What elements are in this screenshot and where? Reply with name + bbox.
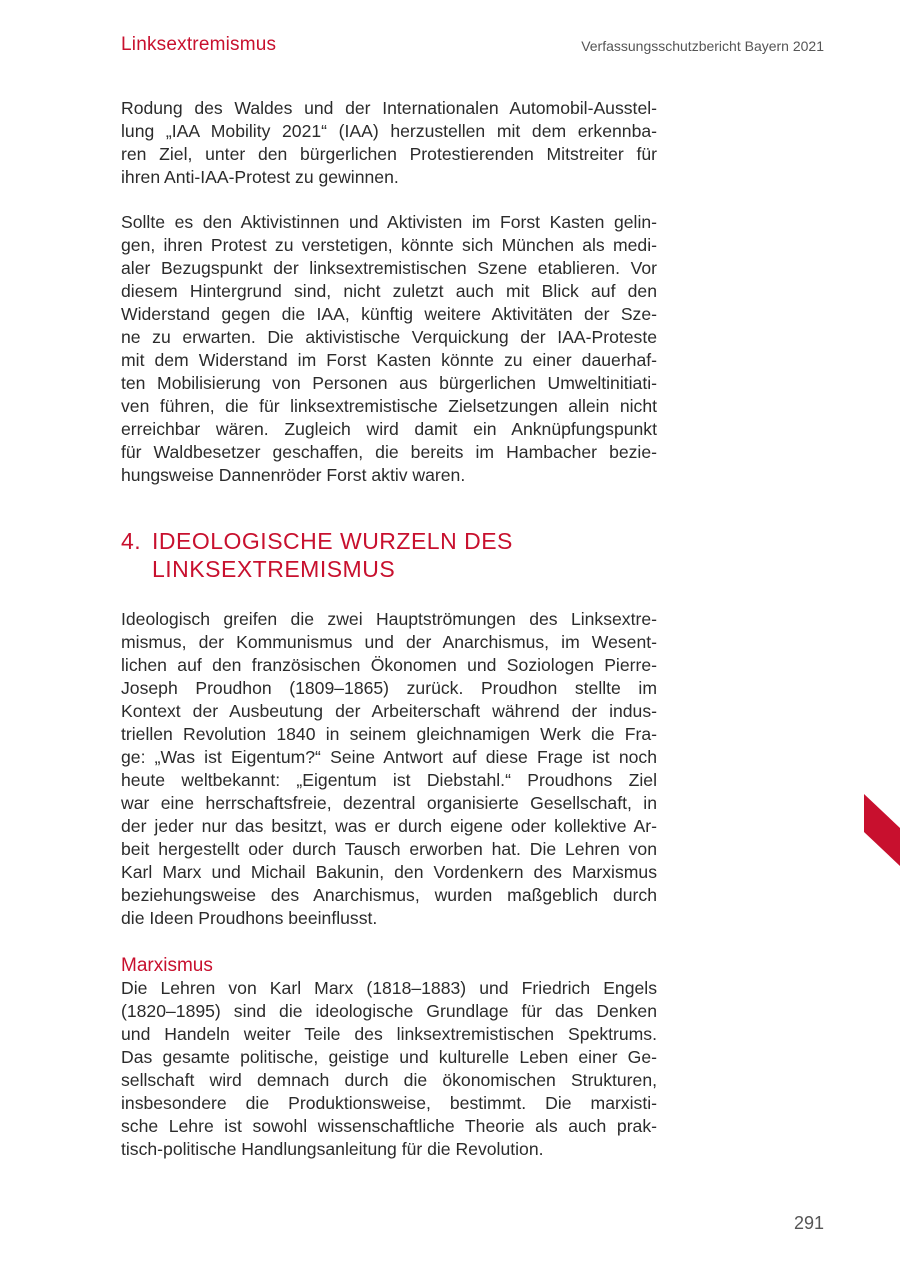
text-line: mismus, der Kommunismus und der Anarchismus, im Wesent- (121, 632, 657, 652)
paragraph-2 (121, 211, 657, 487)
text-line: ven führen, die für linksextremistische Zielsetzungen allein nicht (121, 396, 657, 416)
text-line: und Handeln weiter Teile des linksextremistischen Spektrums. (121, 1024, 657, 1044)
running-header-chapter: Linksextremismus (121, 34, 277, 55)
text-line: Joseph Proudhon (1809–1865) zurück. Proudhon stellte im (121, 678, 657, 698)
chapter-tab-marker (864, 794, 900, 866)
text-line: Kontext der Ausbeutung der Arbeiterschaft während der indus- (121, 701, 657, 721)
text-line: Rodung des Waldes und der Internationalen Automobil-Ausstel- (121, 98, 657, 118)
section-title-line-1: IDEOLOGISCHE WURZELN DES (152, 528, 513, 554)
paragraph-4 (121, 977, 657, 1161)
text-line: der jeder nur das besitzt, was er durch eigene oder kollektive Ar- (121, 816, 657, 836)
text-line: ge: „Was ist Eigentum?“ Seine Antwort auf diese Frage ist noch (121, 747, 657, 767)
text-line: mit dem Widerstand im Forst Kasten könnte zu einer dauerhaf- (121, 350, 657, 370)
text-line: lichen auf den französischen Ökonomen und Soziologen Pierre- (121, 655, 657, 675)
text-line: ne zu erwarten. Die aktivistische Verquickung der IAA-Proteste (121, 327, 657, 347)
section-title (152, 527, 513, 583)
text-line: Ideologisch greifen die zwei Hauptströmungen des Linksextre- (121, 609, 657, 629)
main-content (121, 97, 657, 1161)
text-line: sche Lehre ist sowohl wissenschaftliche Theorie als auch prak- (121, 1116, 657, 1136)
section-heading (121, 527, 657, 583)
text-line: (1820–1895) sind die ideologische Grundlage für das Denken (121, 1001, 657, 1021)
text-line: insbesondere die Produktionsweise, bestimmt. Die marxisti- (121, 1093, 657, 1113)
text-line: Widerstand gegen die IAA, künftig weitere Aktivitäten der Sze- (121, 304, 657, 324)
section-title-line-2: LINKSEXTREMISMUS (152, 556, 396, 582)
text-line: Karl Marx und Michail Bakunin, den Vordenkern des Marxismus (121, 862, 657, 882)
text-line: Das gesamte politische, geistige und kulturelle Leben einer Ge- (121, 1047, 657, 1067)
text-line: die Ideen Proudhons beeinflusst. (121, 908, 378, 928)
text-line: Sollte es den Aktivistinnen und Aktivisten im Forst Kasten gelin- (121, 212, 657, 232)
text-line: beziehungsweise des Anarchismus, wurden maßgeblich durch (121, 885, 657, 905)
text-line: diesem Hintergrund sind, nicht zuletzt auch mit Blick auf den (121, 281, 657, 301)
text-line: triellen Revolution 1840 in seinem gleichnamigen Werk die Fra- (121, 724, 657, 744)
text-line: für Waldbesetzer geschaffen, die bereits im Hambacher bezie- (121, 442, 657, 462)
paragraph-3 (121, 608, 657, 930)
text-line: lung „IAA Mobility 2021“ (IAA) herzustellen mit dem erkennba- (121, 121, 657, 141)
text-line: beit hergestellt oder durch Tausch erworben hat. Die Lehren von (121, 839, 657, 859)
text-line: hungsweise Dannenröder Forst aktiv waren. (121, 465, 466, 485)
text-line: sellschaft wird demnach durch die ökonomischen Strukturen, (121, 1070, 657, 1090)
text-line: ten Mobilisierung von Personen aus bürgerlichen Umweltinitiati- (121, 373, 657, 393)
paragraph-1 (121, 97, 657, 189)
text-line: gen, ihren Protest zu verstetigen, könnte sich München als medi- (121, 235, 657, 255)
subsection-heading: Marxismus (121, 955, 213, 976)
text-line: ren Ziel, unter den bürgerlichen Protestierenden Mitstreiter für (121, 144, 657, 164)
section-number: 4. (121, 528, 142, 554)
page-number: 291 (793, 1213, 824, 1233)
text-line: aler Bezugspunkt der linksextremistischen Szene etablieren. Vor (121, 258, 657, 278)
text-line: erreichbar wären. Zugleich wird damit ein Anknüpfungspunkt (121, 419, 657, 439)
text-line: tisch-politische Handlungsanleitung für die Revolution. (121, 1139, 544, 1159)
text-line: war eine herrschaftsfreie, dezentral organisierte Gesellschaft, in (121, 793, 657, 813)
text-line: Die Lehren von Karl Marx (1818–1883) und Friedrich Engels (121, 978, 657, 998)
text-line: ihren Anti-IAA-Protest zu gewinnen. (121, 167, 399, 187)
running-header-publication: Verfassungsschutzbericht Bayern 2021 (581, 38, 824, 54)
text-line: heute weltbekannt: „Eigentum ist Diebstahl.“ Proudhons Ziel (121, 770, 657, 790)
